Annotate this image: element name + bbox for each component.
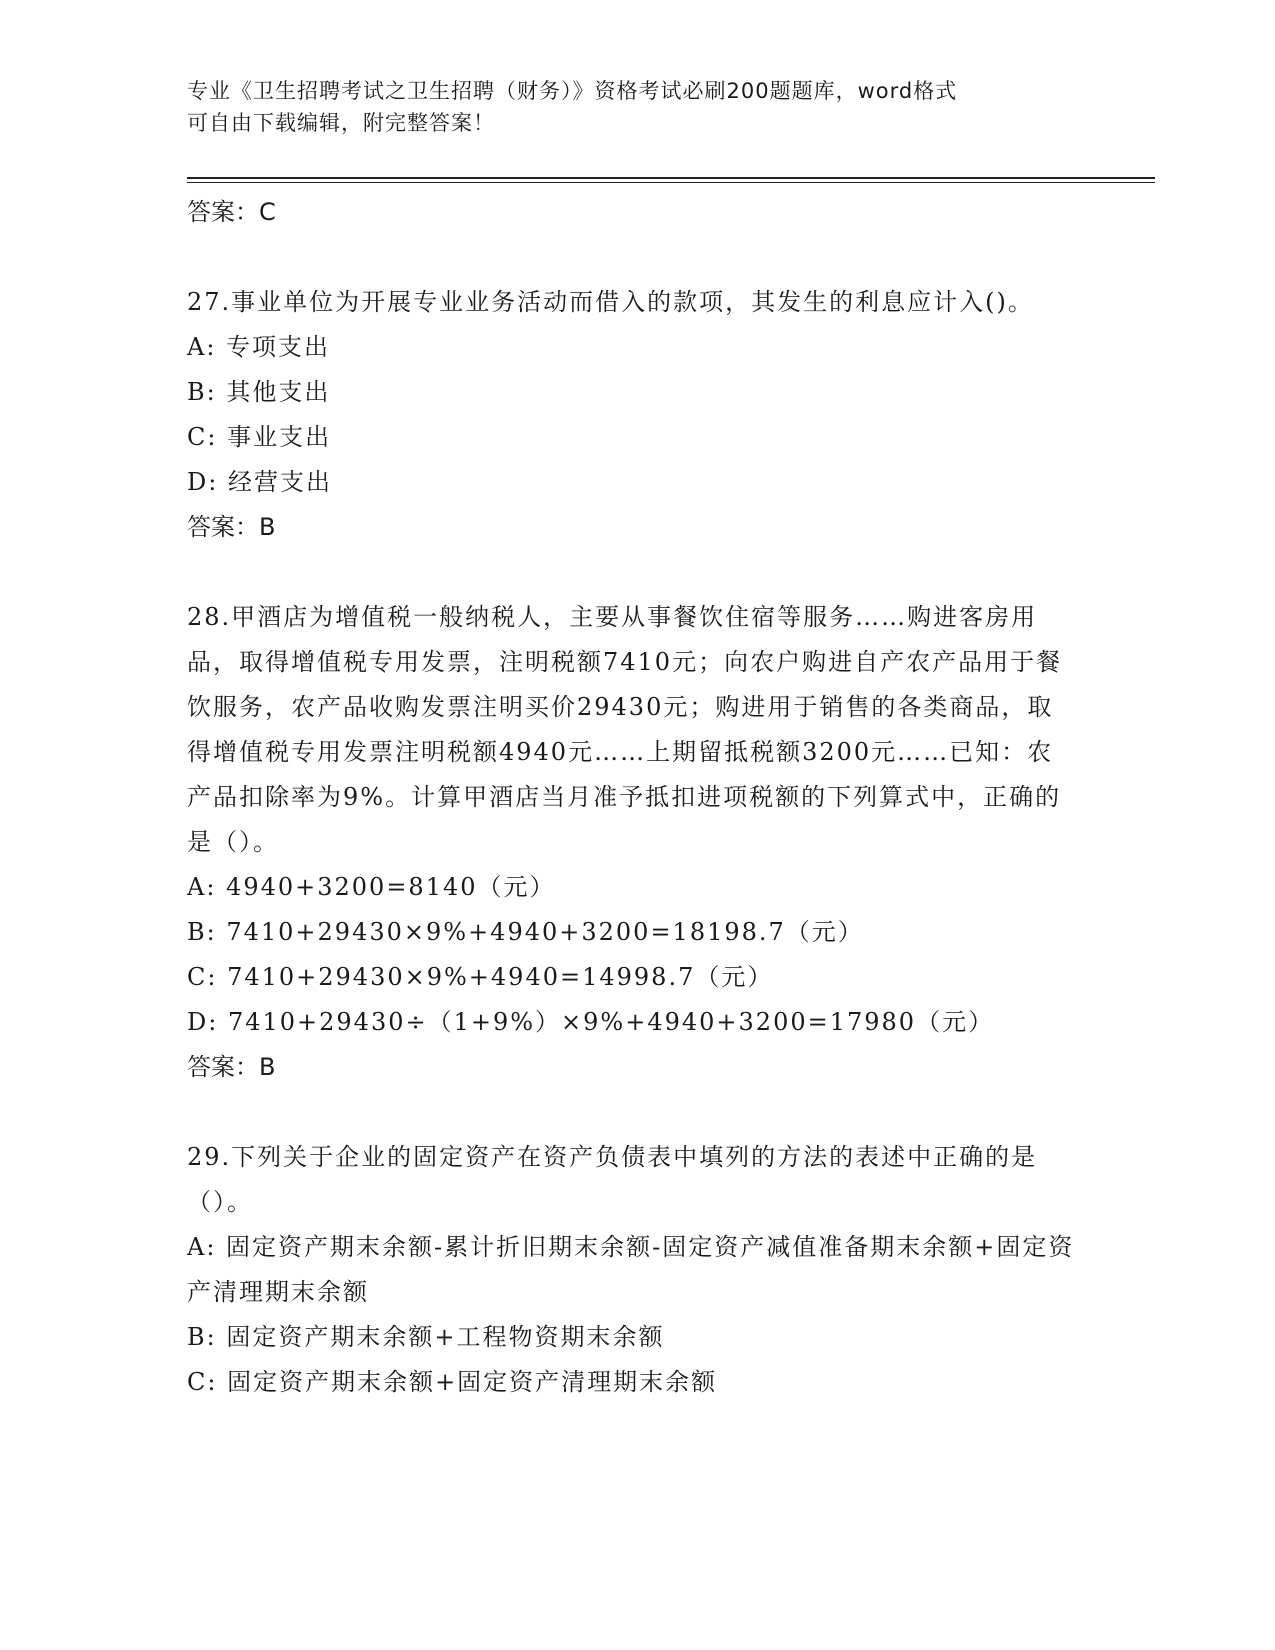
option-c: C: 事业支出 <box>187 423 332 451</box>
option-a: A: 固定资产期末余额-累计折旧期末余额-固定资产减值准备期末余额+固定资产清理期末余额 <box>187 1233 1075 1306</box>
option-b: B: 7410+29430×9%+4940+3200=18198.7（元） <box>187 918 864 946</box>
header-line-2: 可自由下载编辑，附完整答案！ <box>187 111 495 135</box>
question-text: 29.下列关于企业的固定资产在资产负债表中填列的方法的表述中正确的是（）。 <box>187 1143 1038 1216</box>
header-divider-thin <box>187 182 1155 183</box>
question-29 <box>187 1135 1077 1405</box>
question-text: 28.甲酒店为增值税一般纳税人，主要从事餐饮住宿等服务……购进客房用品，取得增值税专用发票，注明税额7410元；向农户购进自产农产品用于餐饮服务，农产品收购发票注明买价29430元；购进用于销售的各类商品，取得增值税专用发票注明税额4940元……上期留抵税额3200元……已知：农产品扣除率为9%。计算甲酒店当月准予抵扣进项税额的下列算式中，正确的是（）。 <box>187 603 1063 856</box>
option-a: A: 4940+3200=8140（元） <box>187 873 556 901</box>
document-header <box>187 75 1077 139</box>
question-text: 27.事业单位为开展专业业务活动而借入的款项，其发生的利息应计入()。 <box>187 288 1034 316</box>
question-28 <box>187 595 1077 1089</box>
option-c: C: 7410+29430×9%+4940=14998.7（元） <box>187 963 774 991</box>
header-divider <box>187 177 1155 179</box>
question-list <box>187 190 1077 1405</box>
option-c: C: 固定资产期末余额+固定资产清理期末余额 <box>187 1368 718 1396</box>
option-b: B: 固定资产期末余额+工程物资期末余额 <box>187 1323 665 1351</box>
question-27 <box>187 280 1077 549</box>
answer-line: 答案：B <box>187 513 276 541</box>
option-d: D: 7410+29430÷（1+9%）×9%+4940+3200=17980（元） <box>187 1008 995 1036</box>
answer-line: 答案：C <box>187 198 276 226</box>
option-d: D: 经营支出 <box>187 468 332 496</box>
option-a: A: 专项支出 <box>187 333 331 361</box>
answer-line: 答案：B <box>187 1053 276 1081</box>
header-line-1: 专业《卫生招聘考试之卫生招聘（财务）》资格考试必刷200题题库，word格式 <box>187 79 958 103</box>
option-b: B: 其他支出 <box>187 378 331 406</box>
